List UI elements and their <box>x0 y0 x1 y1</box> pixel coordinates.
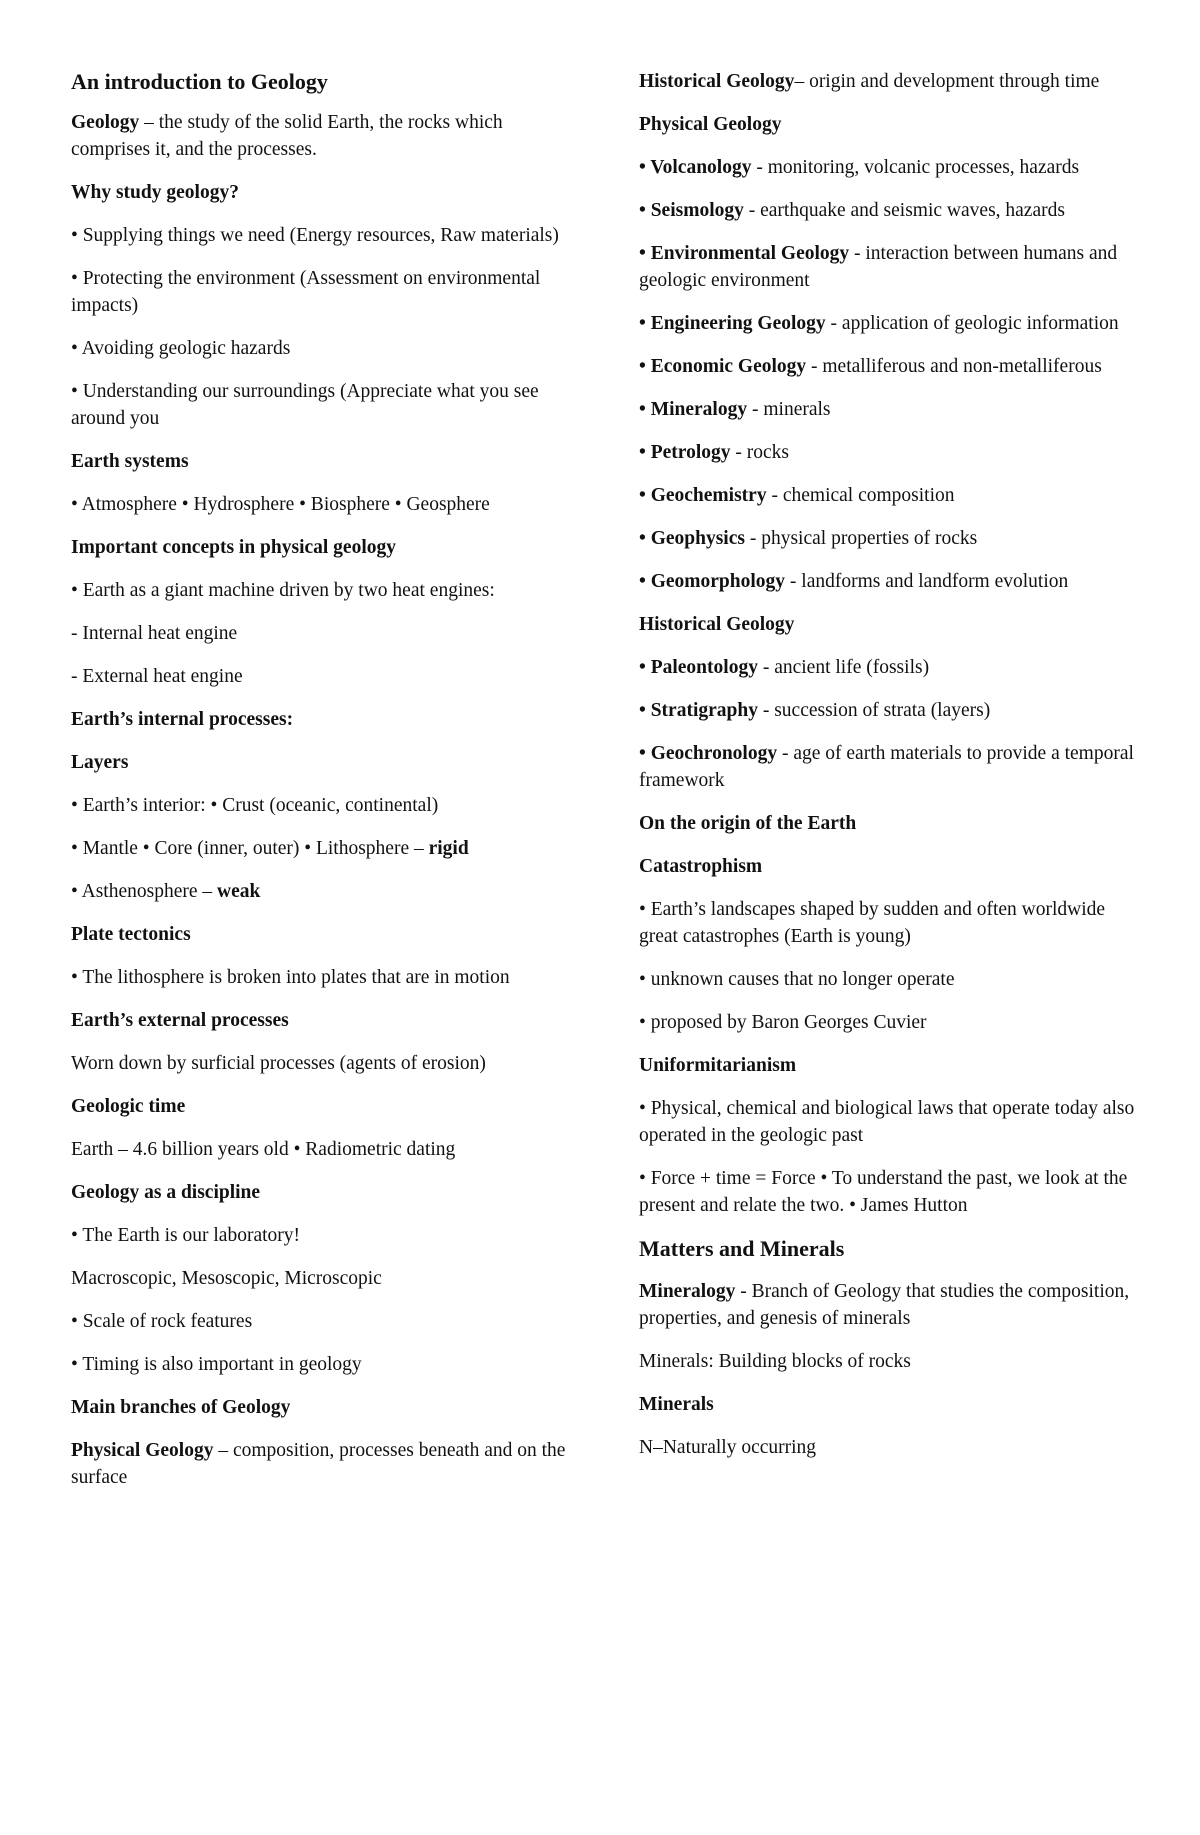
list-item: • Supplying things we need (Energy resources, Raw materials) <box>71 225 559 246</box>
heading-plate-tectonics: Plate tectonics <box>71 924 191 945</box>
list-item: • Earth as a giant machine driven by two heat engines: <box>71 580 495 601</box>
list-item: • Geochemistry - chemical composition <box>639 485 955 506</box>
list-item: • Earth’s landscapes shaped by sudden and often worldwide great catastrophes (Earth is young) <box>639 899 1106 947</box>
definition-term: Geology <box>71 112 140 133</box>
heading-minerals: Minerals <box>639 1394 714 1415</box>
heading-main-branches: Main branches of Geology <box>71 1397 291 1418</box>
heading-discipline: Geology as a discipline <box>71 1182 261 1203</box>
heading-external-processes: Earth’s external processes <box>71 1010 289 1031</box>
list-item: • The Earth is our laboratory! <box>71 1225 301 1246</box>
list-item: N–Naturally occurring <box>639 1437 817 1458</box>
heading-geologic-time: Geologic time <box>71 1096 186 1117</box>
list-item: Earth – 4.6 billion years old • Radiometric dating <box>71 1139 456 1160</box>
list-item: • Force + time = Force • To understand the past, we look at the present and relate the two. • James Hutton <box>639 1168 1128 1216</box>
heading-historical-geology: Historical Geology <box>639 614 795 635</box>
list-item: • Paleontology - ancient life (fossils) <box>639 657 930 678</box>
heading-origin-of-earth: On the origin of the Earth <box>639 813 857 834</box>
list-item: • Earth’s interior: • Crust (oceanic, continental) <box>71 795 439 816</box>
heading-layers: Layers <box>71 752 129 773</box>
geology-definition: Geology – the study of the solid Earth, the rocks which comprises it, and the processes. <box>71 112 503 160</box>
list-item: • Environmental Geology - interaction between humans and geologic environment <box>639 243 1118 291</box>
list-item: • Volcanology - monitoring, volcanic processes, hazards <box>639 157 1080 178</box>
list-item: • proposed by Baron Georges Cuvier <box>639 1012 927 1033</box>
list-item: • Petrology - rocks <box>639 442 789 463</box>
list-item: Worn down by surficial processes (agents of erosion) <box>71 1053 486 1074</box>
heading-internal-processes: Earth’s internal processes: <box>71 709 294 730</box>
heading-why-study: Why study geology? <box>71 182 239 203</box>
list-item: • Geochronology - age of earth materials to provide a temporal framework <box>639 743 1134 791</box>
historical-geology-definition: Historical Geology– origin and development through time <box>639 71 1100 92</box>
list-item: • Stratigraphy - succession of strata (layers) <box>639 700 991 721</box>
list-item: • Understanding our surroundings (Appreciate what you see around you <box>71 381 539 429</box>
list-item: • Avoiding geologic hazards <box>71 338 291 359</box>
list-item: Minerals: Building blocks of rocks <box>639 1351 911 1372</box>
list-item: • unknown causes that no longer operate <box>639 969 955 990</box>
list-item: • Seismology - earthquake and seismic waves, hazards <box>639 200 1065 221</box>
list-item: - Internal heat engine <box>71 623 238 644</box>
list-item: • Protecting the environment (Assessment on environmental impacts) <box>71 268 541 316</box>
page-title: An introduction to Geology <box>71 69 328 94</box>
list-item: • Engineering Geology - application of geologic information <box>639 313 1119 334</box>
heading-matters-minerals: Matters and Minerals <box>639 1236 845 1261</box>
list-item: • Asthenosphere – weak <box>71 881 261 902</box>
list-item: • Physical, chemical and biological laws that operate today also operated in the geologic past <box>639 1098 1135 1146</box>
list-item: • Scale of rock features <box>71 1311 253 1332</box>
list-item: • Mantle • Core (inner, outer) • Lithosphere – rigid <box>71 838 469 859</box>
list-item: - External heat engine <box>71 666 243 687</box>
heading-physical-geology: Physical Geology <box>639 114 782 135</box>
left-column <box>71 68 571 1507</box>
right-column <box>639 68 1139 1477</box>
heading-catastrophism: Catastrophism <box>639 856 763 877</box>
list-item: • Economic Geology - metalliferous and non-metalliferous <box>639 356 1102 377</box>
heading-uniformitarianism: Uniformitarianism <box>639 1055 797 1076</box>
list-item: • The lithosphere is broken into plates that are in motion <box>71 967 510 988</box>
list-item: • Atmosphere • Hydrosphere • Biosphere • Geosphere <box>71 494 490 515</box>
mineralogy-definition: Mineralogy - Branch of Geology that studies the composition, properties, and genesis of minerals <box>639 1281 1130 1329</box>
list-item: • Mineralogy - minerals <box>639 399 831 420</box>
list-item: Macroscopic, Mesoscopic, Microscopic <box>71 1268 382 1289</box>
heading-concepts: Important concepts in physical geology <box>71 537 397 558</box>
list-item: • Geomorphology - landforms and landform evolution <box>639 571 1069 592</box>
list-item: • Timing is also important in geology <box>71 1354 362 1375</box>
list-item: • Geophysics - physical properties of rocks <box>639 528 978 549</box>
heading-earth-systems: Earth systems <box>71 451 189 472</box>
physical-geology-definition: Physical Geology – composition, processes beneath and on the surface <box>71 1440 566 1488</box>
